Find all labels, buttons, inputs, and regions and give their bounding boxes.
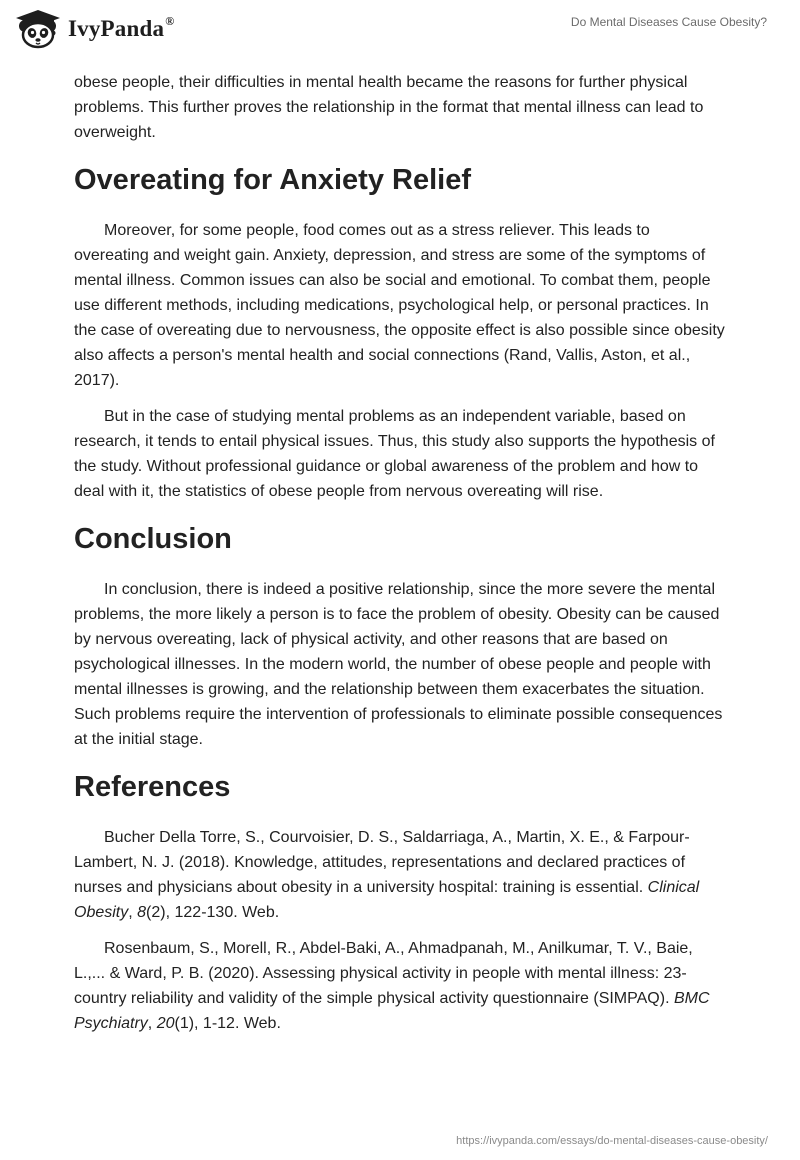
panda-logo-icon [14, 9, 62, 49]
brand-name: IvyPanda® [68, 14, 175, 41]
reference-item: Bucher Della Torre, S., Courvoisier, D. S., Saldarriaga, A., Martin, X. E., & Farpour-Lambert, N. J. (2018). Knowledge, attitudes, representations and declared practices of nurses and physicians about obesity in a university hospital: training is essential. Clinical Obesity, 8(2), 122-130. Web. [74, 829, 700, 921]
section-heading-overeating: Overeating for Anxiety Relief [74, 164, 471, 196]
document-title: Do Mental Diseases Cause Obesity? [570, 15, 767, 29]
page-header [0, 0, 800, 66]
reference-item: Rosenbaum, S., Morell, R., Abdel-Baki, A., Ahmadpanah, M., Anilkumar, T. V., Baie, L.,... & Ward, P. B. (2020). Assessing physical activity in people with mental illness: 23-country reliability and validity of the simple physical activity questionnaire (SIMPAQ). BMC Psychiatry, 20(1), 1-12. Web. [74, 940, 710, 1032]
paragraph: But in the case of studying mental problems as an independent variable, based on research, it tends to entail physical issues. Thus, this study also supports the hypothesis of the study. Without professional guidance or global awareness of the problem and how to deal with it, the statistics of obese people from nervous overeating will rise. [74, 408, 715, 500]
paragraph: In conclusion, there is indeed a positive relationship, since the more severe the mental problems, the more likely a person is to face the problem of obesity. Obesity can be caused by nervous overeating, lack of physical activity, and other reasons that are based on psychological illnesses. In the modern world, the number of obese people and people with mental illnesses is growing, and the relationship between them exacerbates the situation. Such problems require the intervention of professionals to eliminate possible consequences at the initial stage. [74, 581, 723, 748]
section-heading-conclusion: Conclusion [74, 523, 232, 555]
intro-paragraph: obese people, their difficulties in mental health became the reasons for further physical problems. This further proves the relationship in the format that mental illness can lead to overweight. [74, 74, 704, 141]
article-body [74, 70, 726, 1047]
references-heading: References [74, 771, 231, 803]
logo[interactable] [14, 9, 174, 49]
paragraph: Moreover, for some people, food comes out as a stress reliever. This leads to overeating and weight gain. Anxiety, depression, and stress are some of the symptoms of mental illness. Common issues can also be social and emotional. To combat them, people use different methods, including medications, psychological help, or personal practices. In the case of overeating due to nervousness, the opposite effect is also possible since obesity also affects a person's mental health and social connections (Rand, Vallis, Aston, et al., 2017). [74, 222, 725, 389]
footer-url-link[interactable]: https://ivypanda.com/essays/do-mental-diseases-cause-obesity/ [456, 1135, 768, 1147]
